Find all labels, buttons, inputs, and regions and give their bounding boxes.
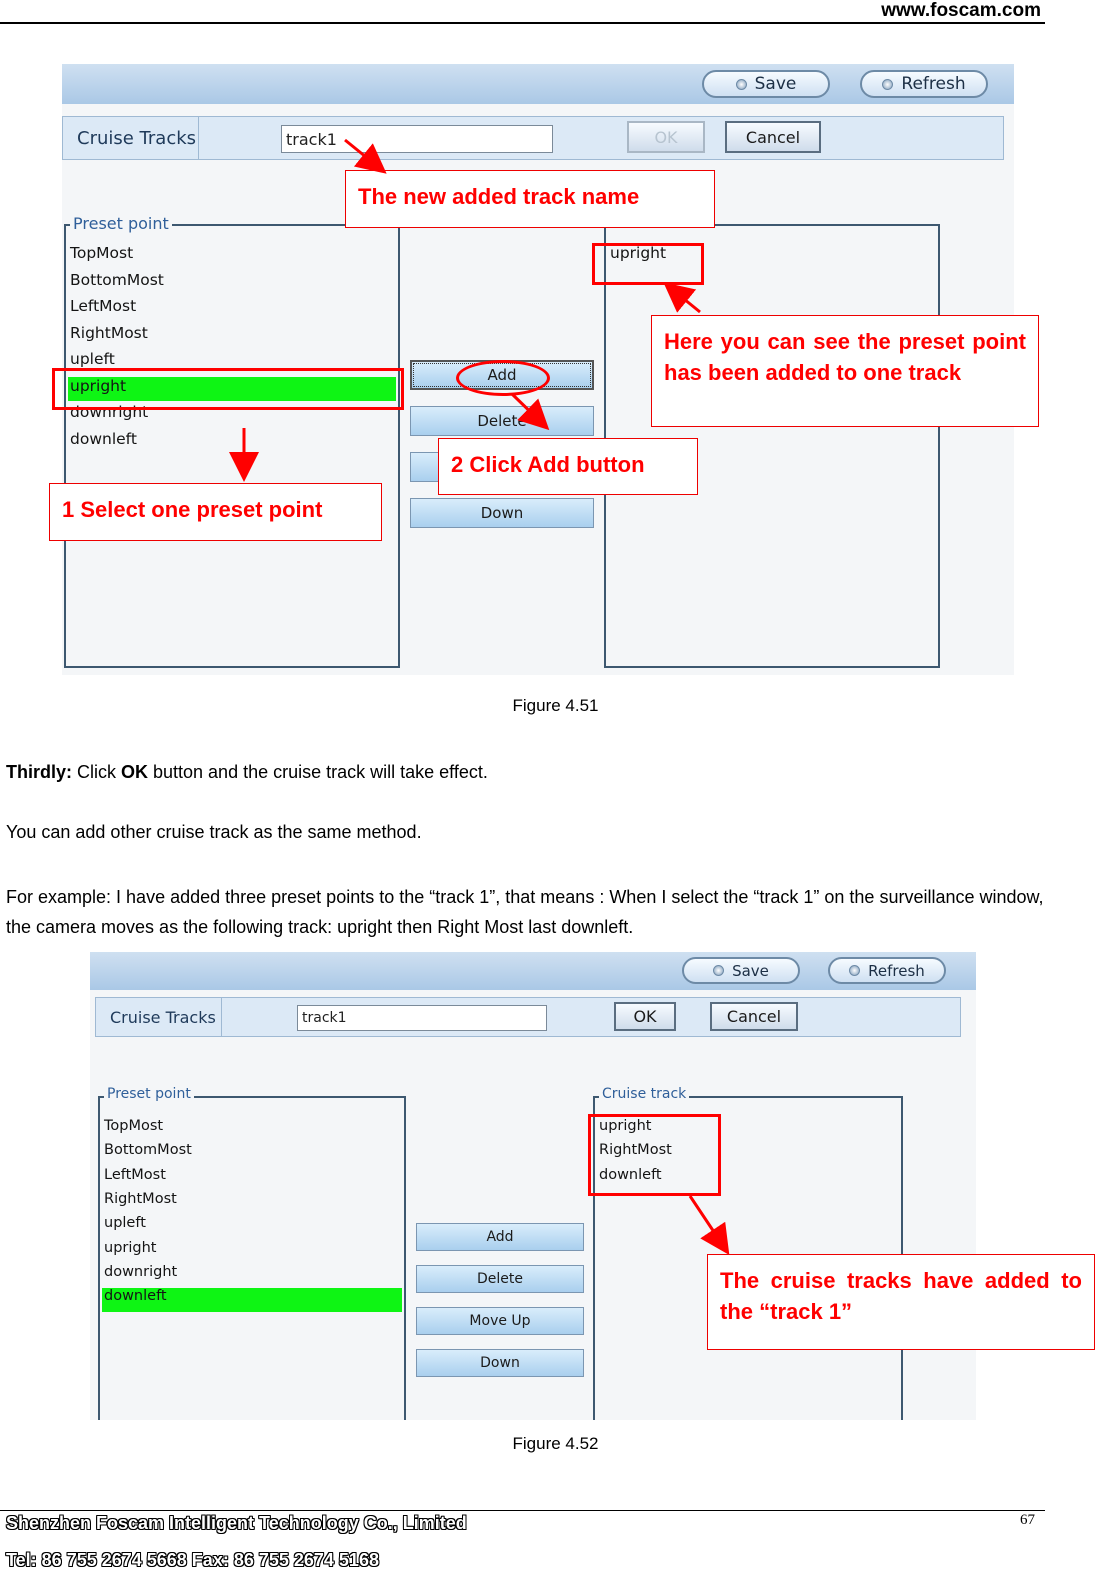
cancel-button[interactable]: Cancel	[725, 121, 821, 153]
save-label-2: Save	[732, 961, 769, 980]
list-item[interactable]: TopMost	[70, 244, 134, 262]
callout-select-preset: 1 Select one preset point	[49, 483, 382, 541]
cruise-tracks-label: Cruise Tracks	[63, 117, 199, 159]
refresh-label-2: Refresh	[868, 961, 925, 980]
footer-contact: Tel: 86 755 2674 5668 Fax: 86 755 2674 5168	[6, 1550, 379, 1570]
track-name-input-2[interactable]: track1	[297, 1005, 547, 1031]
add-button-2[interactable]: Add	[416, 1223, 584, 1251]
list-item[interactable]: upright	[104, 1239, 157, 1256]
list-item[interactable]: upleft	[104, 1215, 146, 1232]
figure-4-51-caption: Figure 4.51	[512, 696, 599, 715]
track-name-input[interactable]: track1	[281, 125, 553, 153]
cruise-track-legend: Cruise track	[599, 1086, 689, 1102]
preset-point-legend: Preset point	[70, 214, 172, 233]
preset-point-legend-2: Preset point	[104, 1086, 194, 1102]
list-item[interactable]: RightMost	[104, 1190, 177, 1207]
delete-button-2[interactable]: Delete	[416, 1265, 584, 1293]
list-item[interactable]: upright	[68, 377, 396, 401]
list-item[interactable]: RightMost	[70, 323, 148, 342]
list-item[interactable]: LeftMost	[70, 297, 137, 315]
list-item[interactable]: BottomMost	[104, 1142, 192, 1159]
thirdly-text-b: button and the cruise track will take effect.	[148, 762, 488, 782]
arrow-to-callout-2	[690, 1196, 726, 1250]
paragraph-example: For example: I have added three preset points to the “track 1”, that means : When I select the “track 1” on the surveillance window, the camera moves as the following track: upright then Right Most last downleft.	[6, 887, 1044, 937]
list-item[interactable]: BottomMost	[70, 270, 164, 289]
cancel-button-2[interactable]: Cancel	[710, 1002, 798, 1031]
list-item[interactable]: TopMost	[104, 1118, 164, 1134]
list-item[interactable]: downright	[70, 403, 149, 421]
ok-button[interactable]: OK	[627, 121, 705, 153]
move-up-button-2[interactable]: Move Up	[416, 1307, 584, 1335]
list-item[interactable]: upright	[610, 244, 667, 262]
thirdly-text-a: Click	[72, 762, 121, 782]
list-item[interactable]: downright	[104, 1263, 178, 1280]
ok-button-2[interactable]: OK	[614, 1002, 676, 1031]
arrow-to-cruise-item	[668, 286, 700, 312]
footer-rule	[0, 1510, 1045, 1511]
figure-4-52-caption: Figure 4.52	[512, 1434, 599, 1453]
arrow-to-track-input	[345, 140, 382, 170]
list-item[interactable]: upright	[599, 1118, 652, 1134]
down-button[interactable]: Down	[410, 498, 594, 528]
callout-click-add: 2 Click Add button	[438, 438, 698, 495]
down-button-2[interactable]: Down	[416, 1349, 584, 1377]
add-button[interactable]: Add	[410, 360, 594, 390]
callout-track-name: The new added track name	[345, 170, 715, 228]
list-item[interactable]: downleft	[70, 429, 137, 448]
page-number: 67	[1020, 1512, 1035, 1528]
header-site-url: www.foscam.com	[881, 0, 1041, 21]
list-item[interactable]: downleft	[599, 1166, 662, 1183]
list-item[interactable]: downleft	[102, 1288, 402, 1312]
callout-preset-added: Here you can see the preset point has been added to one track	[651, 315, 1039, 427]
cruise-tracks-label-2: Cruise Tracks	[96, 998, 222, 1036]
list-item[interactable]: upleft	[70, 350, 115, 368]
footer-company: Shenzhen Foscam Intelligent Technology Co., Limited	[6, 1513, 467, 1533]
paragraph-same-method: You can add other cruise track as the same method.	[6, 822, 422, 842]
refresh-label: Refresh	[901, 74, 966, 94]
arrow-to-add-circle	[512, 394, 545, 426]
save-label: Save	[754, 74, 797, 94]
callout-cruise-added: The cruise tracks have added to the “track 1”	[707, 1254, 1095, 1350]
ok-keyword: OK	[121, 762, 148, 782]
list-item[interactable]: RightMost	[599, 1142, 672, 1159]
thirdly-label: Thirdly:	[6, 762, 72, 782]
list-item[interactable]: LeftMost	[104, 1166, 166, 1183]
delete-button[interactable]: Delete	[410, 406, 594, 436]
